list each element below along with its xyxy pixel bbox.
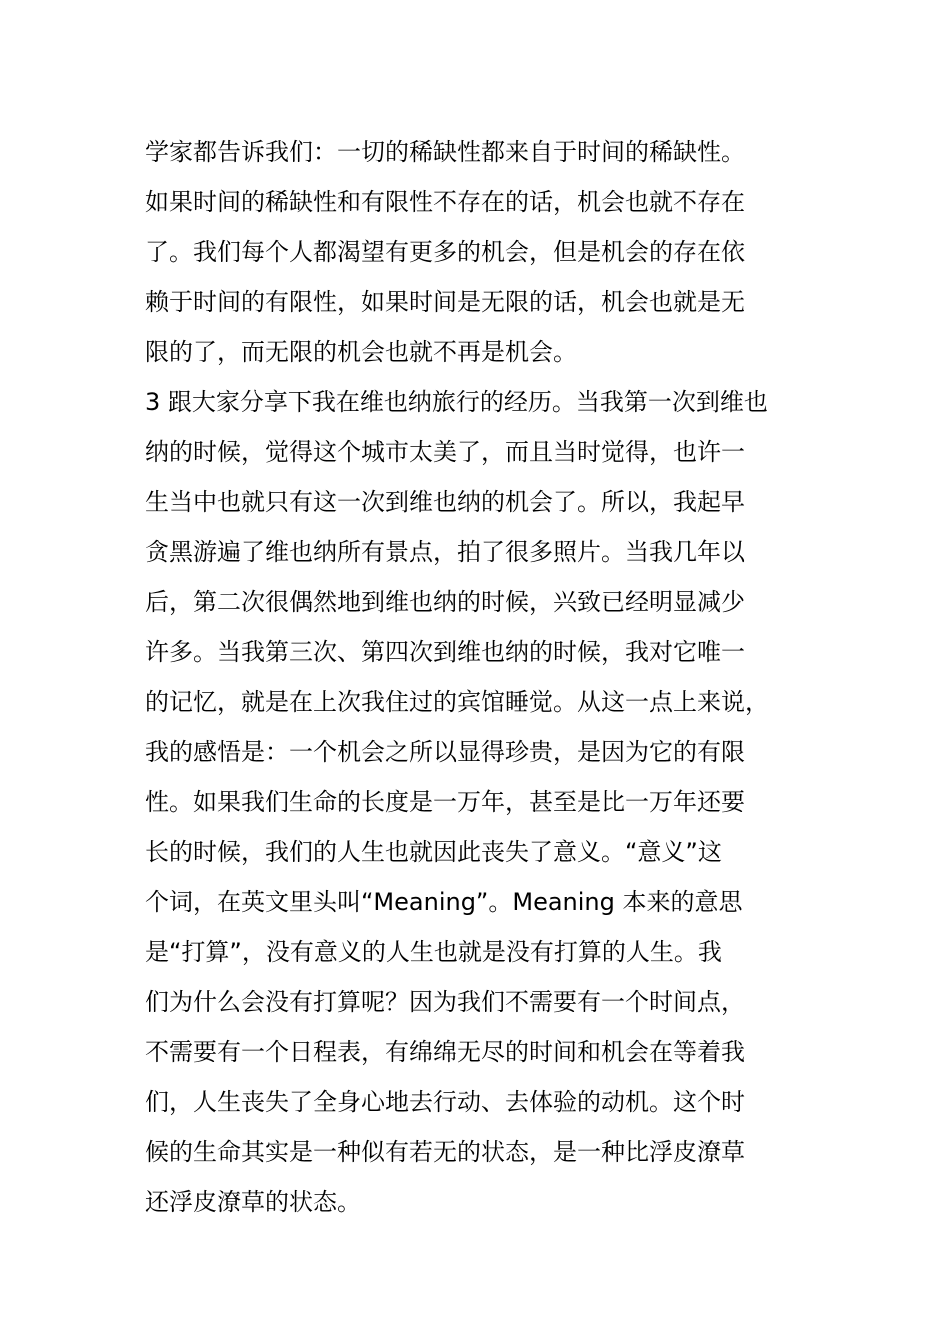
text-line: 们，人生丧失了全身心地去行动、去体验的动机。这个时 bbox=[145, 1088, 745, 1116]
text-line: 贪黑游遍了维也纳所有景点，拍了很多照片。当我几年以 bbox=[145, 538, 745, 566]
text-line: 了。我们每个人都渴望有更多的机会，但是机会的存在依 bbox=[145, 238, 745, 266]
text-line: 不需要有一个日程表，有绵绵无尽的时间和机会在等着我 bbox=[145, 1038, 745, 1066]
text-line: 长的时候，我们的人生也就因此丧失了意义。“意义”这 bbox=[145, 838, 722, 866]
text-line: 的记忆，就是在上次我住过的宾馆睡觉。从这一点上来说， bbox=[145, 688, 769, 716]
text-line: 如果时间的稀缺性和有限性不存在的话，机会也就不存在 bbox=[145, 188, 745, 216]
text-line: 限的了，而无限的机会也就不再是机会。 bbox=[145, 338, 577, 366]
text-line: 纳的时候，觉得这个城市太美了，而且当时觉得，也许一 bbox=[145, 438, 745, 466]
text-line: 生当中也就只有这一次到维也纳的机会了。所以，我起早 bbox=[145, 488, 745, 516]
text-line: 学家都告诉我们：一切的稀缺性都来自于时间的稀缺性。 bbox=[145, 138, 745, 166]
text-line: 赖于时间的有限性，如果时间是无限的话，机会也就是无 bbox=[145, 288, 745, 316]
text-line: 个词，在英文里头叫“Meaning”。Meaning 本来的意思 bbox=[145, 888, 743, 916]
text-line: 3 跟大家分享下我在维也纳旅行的经历。当我第一次到维也 bbox=[145, 388, 768, 416]
text-line: 候的生命其实是一种似有若无的状态，是一种比浮皮潦草 bbox=[145, 1138, 745, 1166]
text-line: 们为什么会没有打算呢？因为我们不需要有一个时间点， bbox=[145, 988, 745, 1016]
text-line: 还浮皮潦草的状态。 bbox=[145, 1188, 361, 1216]
text-line: 后，第二次很偶然地到维也纳的时候，兴致已经明显减少 bbox=[145, 588, 745, 616]
text-line: 是“打算”，没有意义的人生也就是没有打算的人生。我 bbox=[145, 938, 722, 966]
text-line: 许多。当我第三次、第四次到维也纳的时候，我对它唯一 bbox=[145, 638, 745, 666]
body-text bbox=[145, 127, 845, 1227]
text-line: 性。如果我们生命的长度是一万年，甚至是比一万年还要 bbox=[145, 788, 745, 816]
text-line: 我的感悟是：一个机会之所以显得珍贵，是因为它的有限 bbox=[145, 738, 745, 766]
